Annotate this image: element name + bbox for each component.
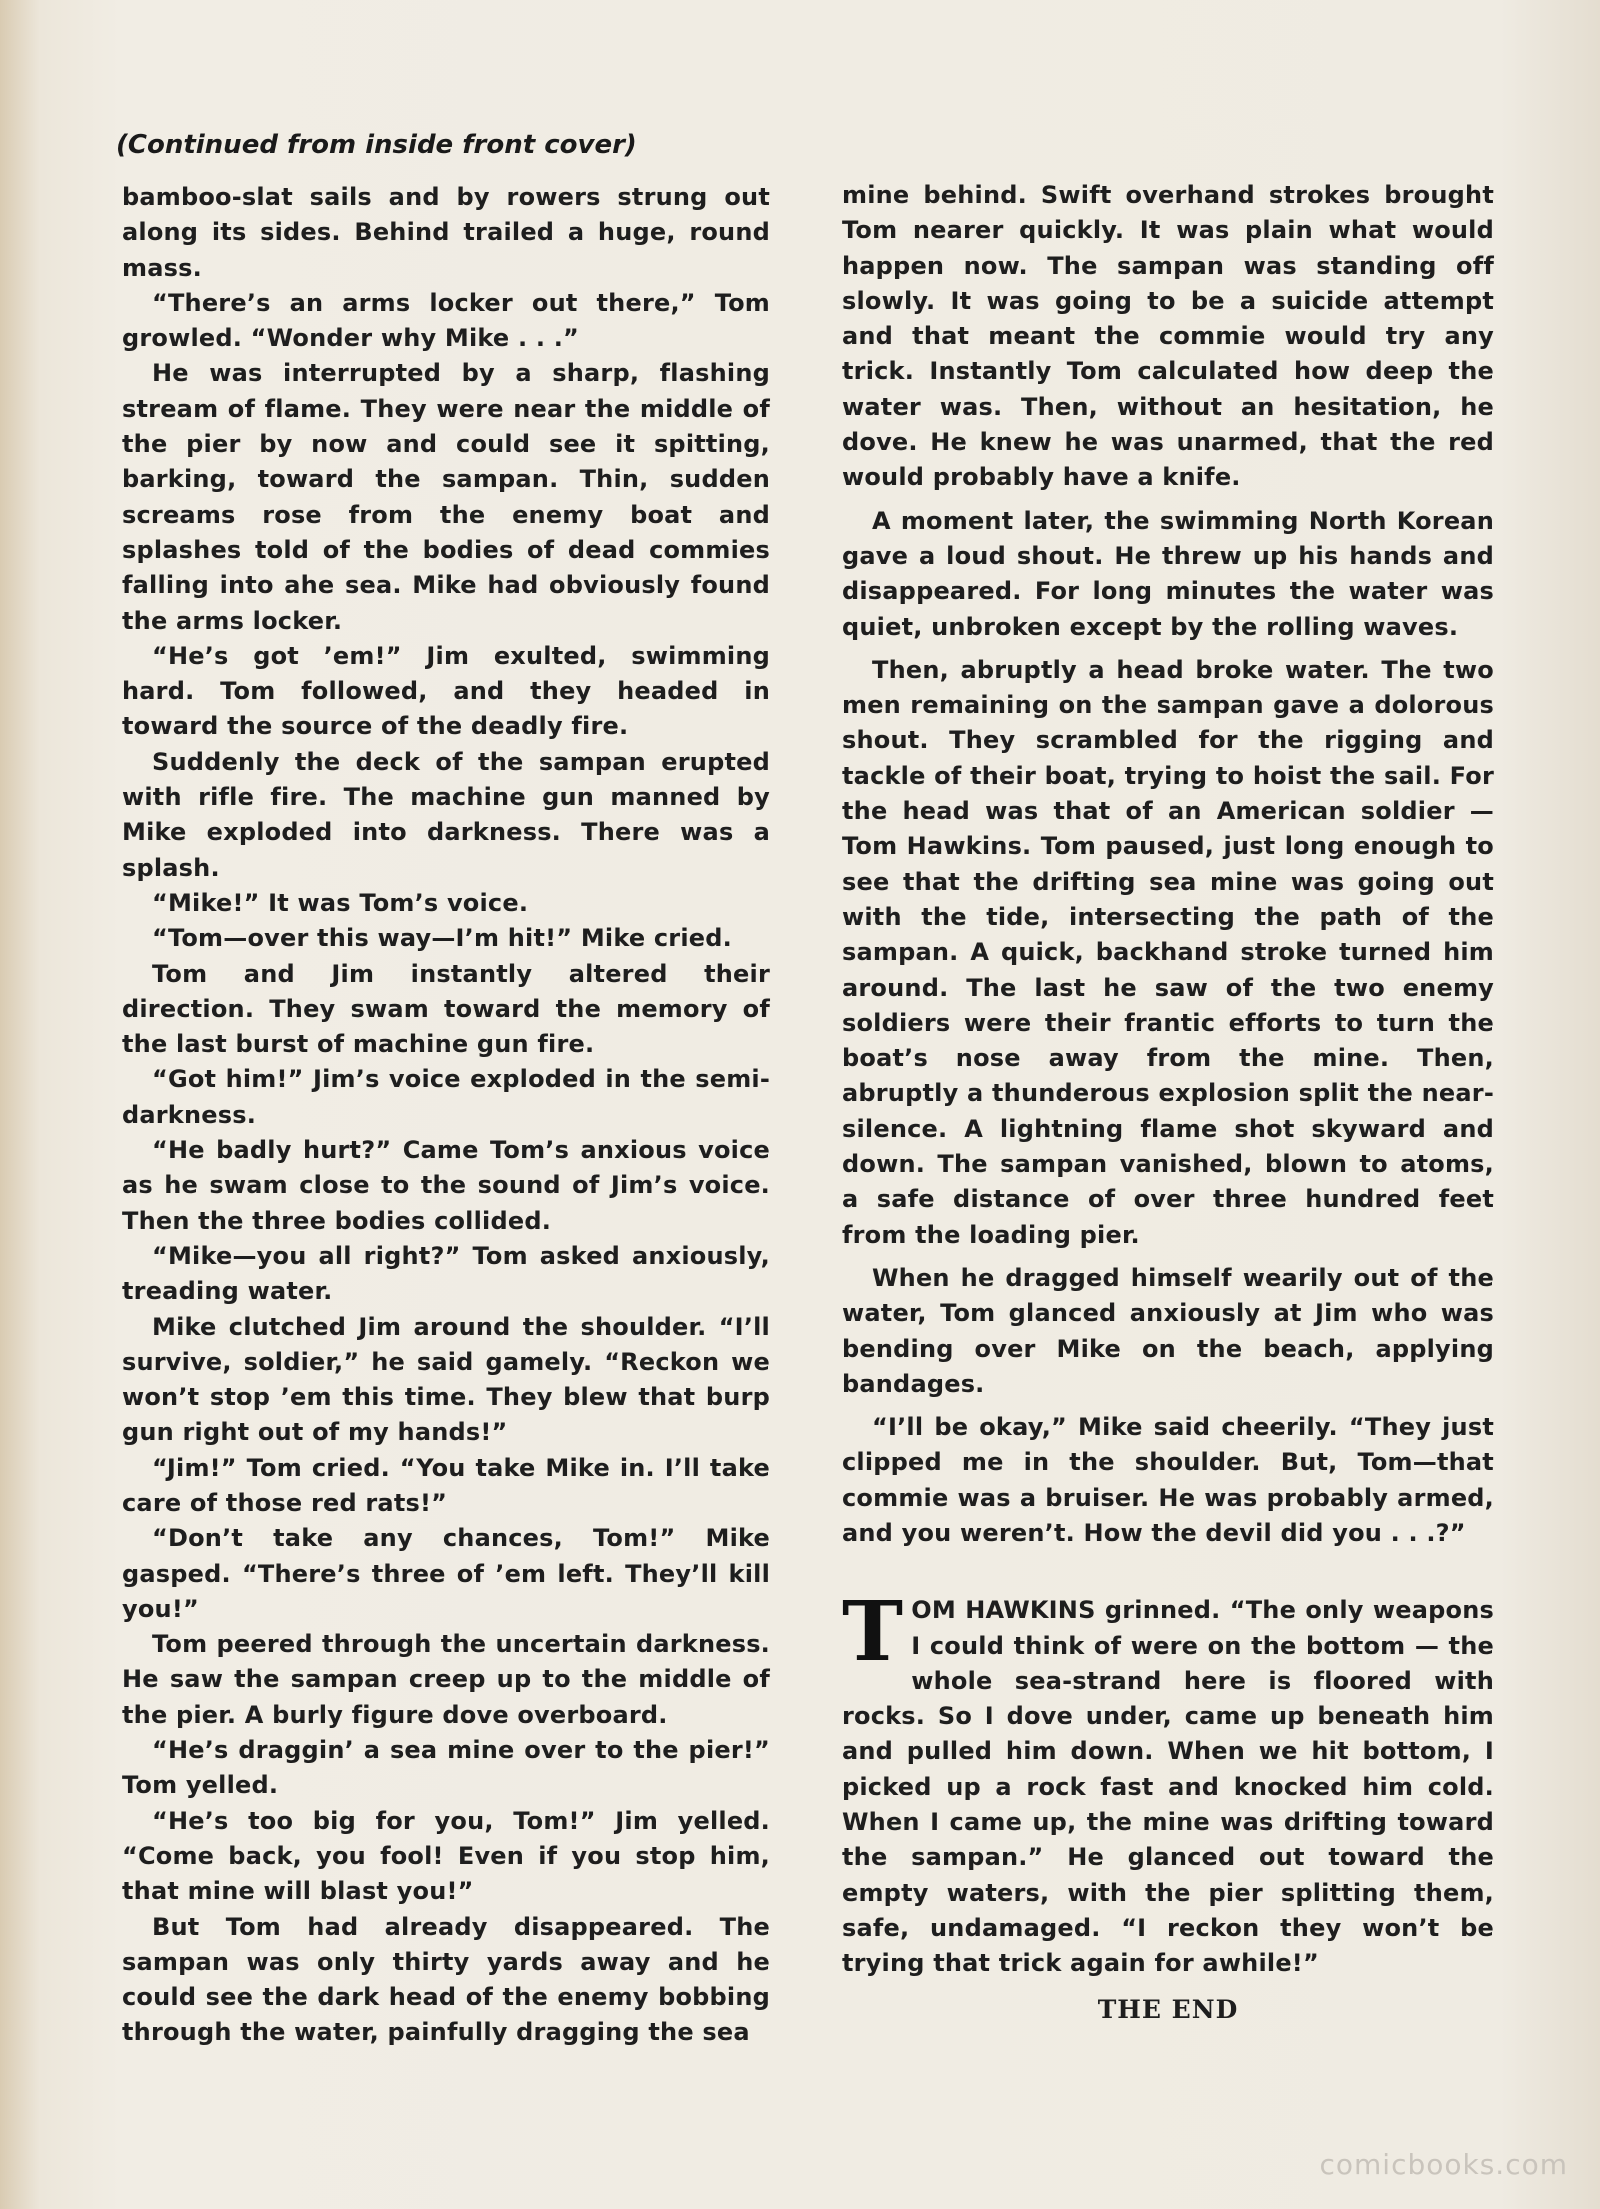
continued-note: (Continued from inside front cover) [116, 130, 637, 160]
paragraph: “He’s draggin’ a sea mine over to the pier!” Tom yelled. [122, 1736, 770, 1800]
paragraph: “There’s an arms locker out there,” Tom growled. “Wonder why Mike . . .” [122, 288, 770, 353]
final-paragraph [842, 1584, 1494, 1981]
paragraph: Mike clutched Jim around the shoulder. “I’ll survive, soldier,” he said gamely. “Reckon we won’t stop ’em this time. They blew that burp gun right out of my hands!” [122, 1312, 770, 1447]
watermark: comicbooks.com [1319, 2148, 1568, 2181]
paragraph: mine behind. Swift overhand strokes brought Tom nearer quickly. It was plain what would happen now. The sampan was standing off slowly. It was going to be a suicide attempt and that meant the commie would try any trick. Instantly Tom calculated how deep the water was. Then, without an hesitation, he dove. He knew he was unarmed, that the red would probably have a knife. [842, 181, 1494, 492]
paragraph: Then, abruptly a head broke water. The two men remaining on the sampan gave a dolorous shout. They scrambled for the rigging and tackle of their boat, trying to hoist the sail. For the head was that of an American soldier —Tom Hawkins. Tom paused, just long enough to see that the drifting sea mine was going out with the tide, intersecting the path of the sampan. A quick, backhand stroke turned him around. The last he saw of the two enemy soldiers were their frantic efforts to turn the boat’s nose away from the mine. Then, abruptly a thunderous explosion split the near-silence. A lightning flame shot skyward and down. The sampan vanished, blown to atoms, a safe distance of over three hundred feet from the loading pier. [842, 655, 1494, 1249]
paragraph: But Tom had already disappeared. The sampan was only thirty yards away and he could see the dark head of the enemy bobbing through the water, painfully dragging the sea [122, 1912, 770, 2047]
paragraph: Tom and Jim instantly altered their direction. They swam toward the memory of the last burst of machine gun fire. [122, 959, 770, 1059]
paragraph: He was interrupted by a sharp, flashing stream of flame. They were near the middle of the pier by now and could see it spitting, barking, toward the sampan. Thin, sudden screams rose from the enemy boat and splashes told of the bodies of dead commies falling into ahe sea. Mike had obviously found the arms locker. [122, 359, 770, 635]
paragraph: “Tom—over this way—I’m hit!” Mike cried. [152, 924, 732, 953]
paragraph: “Got him!” Jim’s voice exploded in the semi-darkness. [122, 1065, 770, 1129]
paragraph: bamboo-slat sails and by rowers strung out along its sides. Behind trailed a huge, round mass. [122, 183, 770, 282]
paragraph: “Mike—you all right?” Tom asked anxiously, treading water. [122, 1241, 770, 1306]
paragraph: “He’s too big for you, Tom!” Jim yelled. “Come back, you fool! Even if you stop him, that mine will blast you!” [122, 1806, 770, 1906]
paragraph: Suddenly the deck of the sampan erupted with rifle fire. The machine gun manned by Mike exploded into darkness. There was a splash. [122, 747, 770, 882]
paragraph: “Don’t take any chances, Tom!” Mike gasped. “There’s three of ’em left. They’ll kill you!” [122, 1524, 770, 1623]
paragraph: When he dragged himself wearily out of the water, Tom glanced anxiously at Jim who was bending over Mike on the beach, applying bandages. [842, 1263, 1494, 1398]
drop-cap: T [842, 1584, 904, 1681]
paragraph: “He’s got ’em!” Jim exulted, swimming hard. Tom followed, and they headed in toward the source of the deadly fire. [122, 641, 770, 741]
paragraph: A moment later, the swimming North Korean gave a loud shout. He threw up his hands and disappeared. For long minutes the water was quiet, unbroken except by the rolling waves. [842, 506, 1494, 641]
paragraph: “I’ll be okay,” Mike said cheerily. “They just clipped me in the shoulder. But, Tom—that commie was a bruiser. He was probably armed, and you weren’t. How the devil did you . . .?” [842, 1413, 1494, 1547]
right-text-column [842, 178, 1494, 2027]
left-text-column [122, 180, 770, 2051]
final-paragraph-text: OM HAWKINS grinned. “The only weapons I could think of were on the bottom — the whole sea-strand here is floored with rocks. So I dove under, came up beneath him and pulled him down. When we hit bottom, I picked up a rock fast and knocked him cold. When I came up, the mine was drifting toward the sampan.” He glanced out toward the empty waters, with the pier splitting them, safe, undamaged. “I reckon they won’t be trying that trick again for awhile!” [842, 1596, 1494, 1978]
the-end-label: THE END [1097, 1994, 1239, 2024]
paragraph: “Mike!” It was Tom’s voice. [152, 888, 529, 917]
paragraph: Tom peered through the uncertain darkness. He saw the sampan creep up to the middle of the pier. A burly figure dove overboard. [122, 1630, 770, 1729]
paragraph: “Jim!” Tom cried. “You take Mike in. I’ll take care of those red rats!” [122, 1453, 770, 1517]
paragraph: “He badly hurt?” Came Tom’s anxious voice as he swam close to the sound of Jim’s voice. Then the three bodies collided. [122, 1136, 770, 1235]
